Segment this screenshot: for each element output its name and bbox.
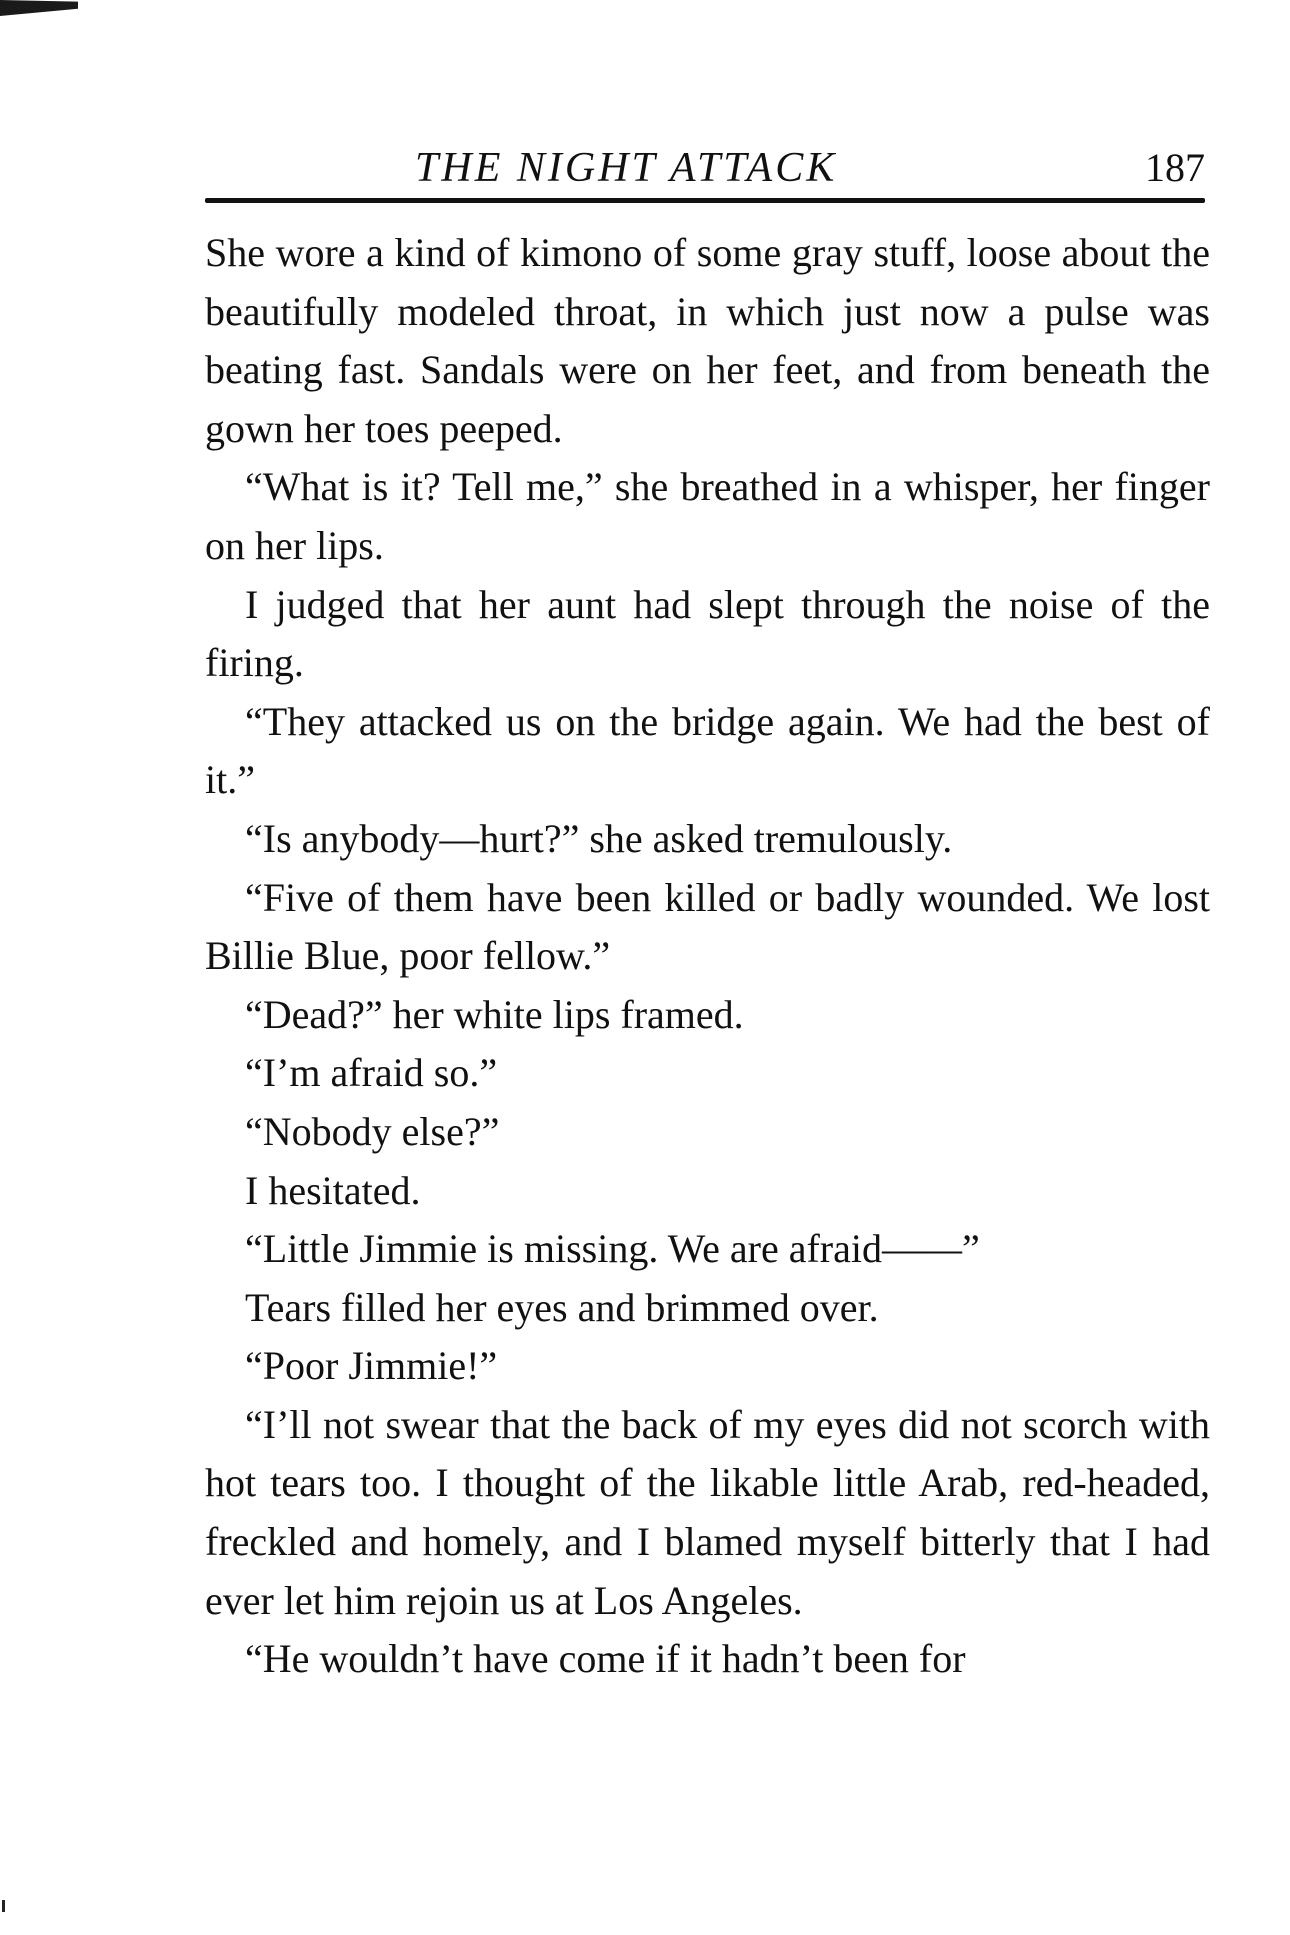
paragraph: “Nobody else?” (245, 1108, 500, 1154)
paragraph: Tears filled her eyes and brimmed over. (245, 1284, 879, 1330)
header-rule (205, 198, 1205, 203)
scan-edge-mark (2, 1900, 5, 1912)
page-number: 187 (1145, 145, 1205, 190)
paragraph: “I’m afraid so.” (245, 1050, 498, 1096)
paragraph: “Five of them have been killed or badly wounded. We lost Billie Blue, poor fellow.” (205, 874, 1210, 979)
paragraph: “Dead?” her white lips framed. (245, 991, 744, 1037)
body-text (205, 224, 1210, 1689)
running-head (205, 140, 1210, 202)
paragraph: “Is anybody—hurt?” she asked tremulously. (245, 815, 953, 861)
paragraph: “I’ll not swear that the back of my eyes did not scorch with hot tears too. I thought of the likable little Arab, red-headed, freckled and homely, and I blamed myself bitterly that I had ever let him rejoin us at Los Angeles. (205, 1401, 1210, 1623)
paragraph: I judged that her aunt had slept through the noise of the firing. (205, 581, 1210, 686)
paragraph: “They attacked us on the bridge again. We had the best of it.” (205, 698, 1210, 803)
paragraph: “Poor Jimmie!” (245, 1343, 498, 1389)
running-title: THE NIGHT ATTACK (415, 145, 838, 191)
paragraph: “Little Jimmie is missing. We are afraid——” (245, 1226, 980, 1272)
paragraph: “What is it? Tell me,” she breathed in a whisper, her finger on her lips. (205, 464, 1210, 568)
scan-corner-mark (0, 0, 78, 16)
paragraph: I hesitated. (245, 1167, 421, 1213)
book-page (205, 140, 1210, 1689)
paragraph: “He wouldn’t have come if it hadn’t been for (245, 1636, 966, 1682)
paragraph: She wore a kind of kimono of some gray stuff, loose about the beautifully modeled throat, in which just now a pulse was beating fast. Sandals were on her feet, and from beneath the gown her toes peeped. (205, 230, 1210, 451)
